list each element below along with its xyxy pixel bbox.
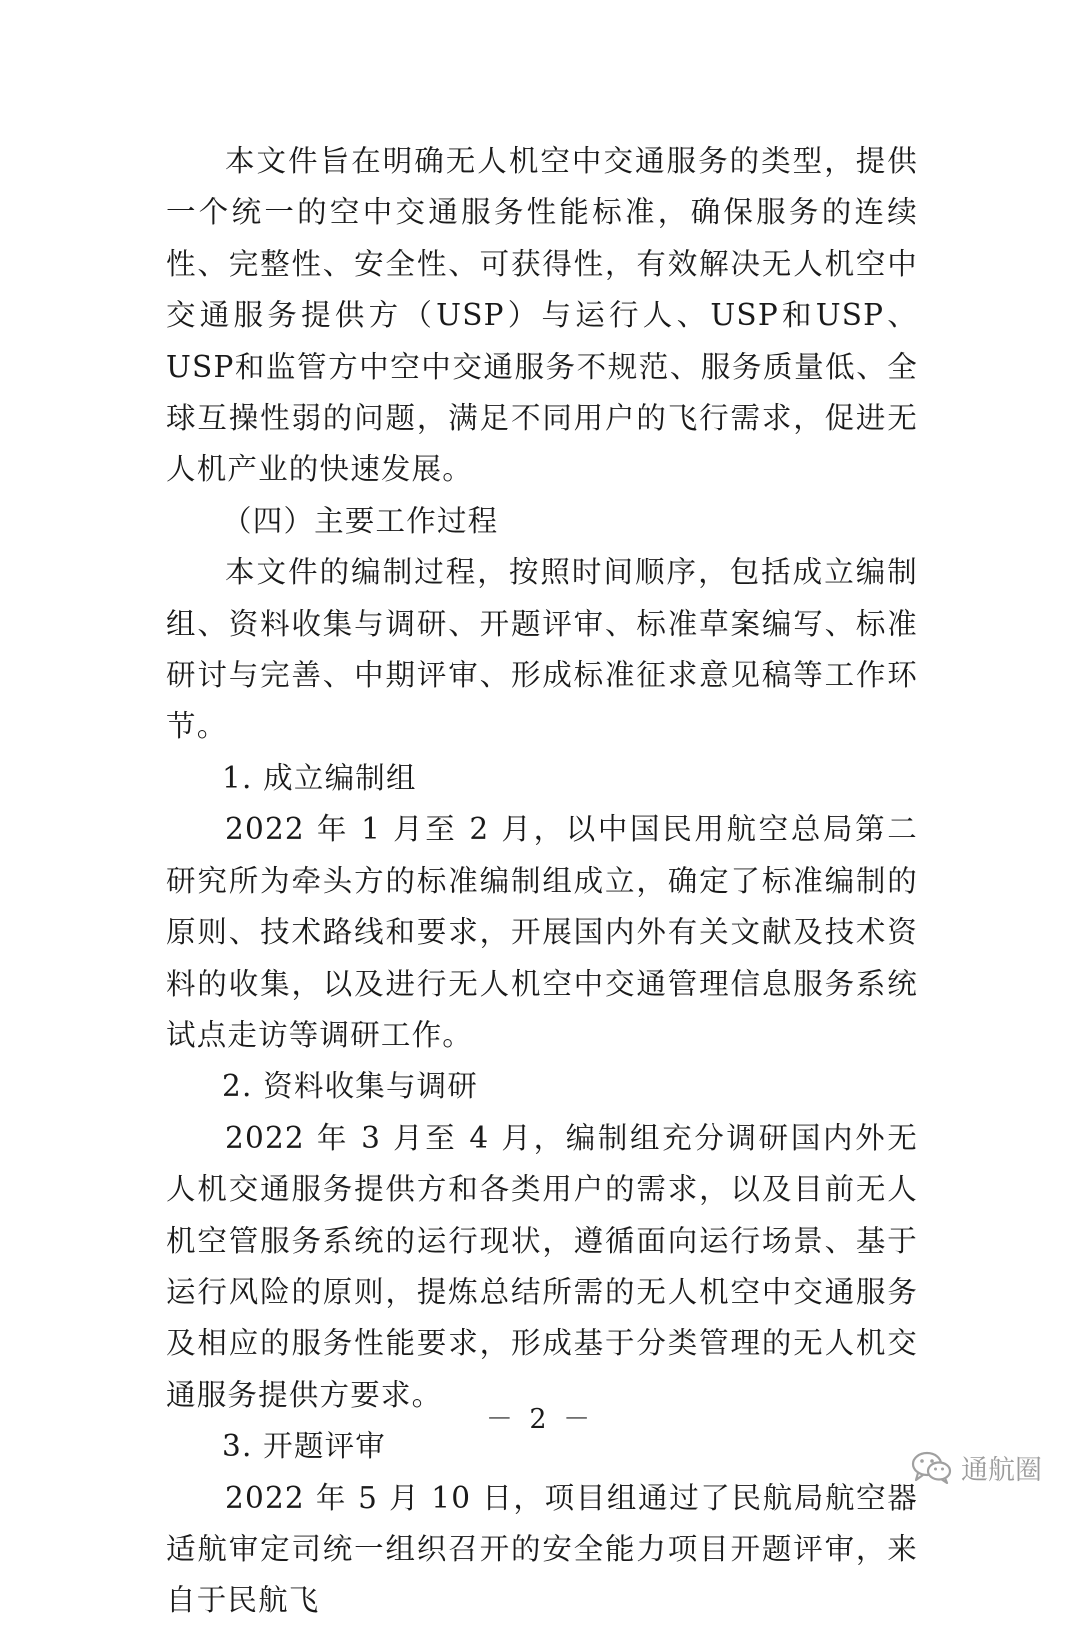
section-heading-main-work-process: （四）主要工作过程: [222, 503, 499, 538]
watermark-label: 通航圈: [961, 1454, 1042, 1486]
wechat-icon: [911, 1450, 953, 1484]
paragraph-establish-group: 2022 年 1 月至 2 月，以中国民用航空总局第二研究所为牵头方的标准编制组成立，确定了标准编制的原则、技术路线和要求，开展国内外有关文献及技术资料的收集，以及进行无人机空中交通管理信息服务系统试点走访等调研工作。: [166, 812, 918, 1052]
subheading-establish-group: 1. 成立编制组: [222, 760, 417, 795]
wechat-watermark: [911, 1447, 1042, 1487]
subheading-kickoff-review: 3. 开题评审: [222, 1429, 386, 1464]
page-number: － 2 －: [485, 1404, 595, 1435]
paragraph-work-process-overview: 本文件的编制过程，按照时间顺序，包括成立编制组、资料收集与调研、开题评审、标准草案编写、标准研讨与完善、中期评审、形成标准征求意见稿等工作环节。: [166, 555, 918, 744]
paragraph-data-collection: 2022 年 3 月至 4 月，编制组充分调研国内外无人机交通服务提供方和各类用户的需求，以及目前无人机空管服务系统的运行现状，遵循面向运行场景、基于运行风险的原则，提炼总结所需的无人机空中交通服务及相应的服务性能要求，形成基于分类管理的无人机交通服务提供方要求。: [166, 1120, 918, 1412]
subheading-data-collection: 2. 资料收集与调研: [222, 1069, 479, 1104]
paragraph-kickoff-review: 2022 年 5 月 10 日，项目组通过了民航局航空器适航审定司统一组织召开的安全能力项目开题评审，来自于民航飞: [166, 1480, 918, 1618]
paragraph-purpose: 本文件旨在明确无人机空中交通服务的类型，提供一个统一的空中交通服务性能标准，确保服务的连续性、完整性、安全性、可获得性，有效解决无人机空中交通服务提供方（USP）与运行人、USP和USP、USP和监管方中空中交通服务不规范、服务质量低、全球互操性弱的问题，满足不同用户的飞行需求，促进无人机产业的快速发展。: [166, 144, 918, 487]
